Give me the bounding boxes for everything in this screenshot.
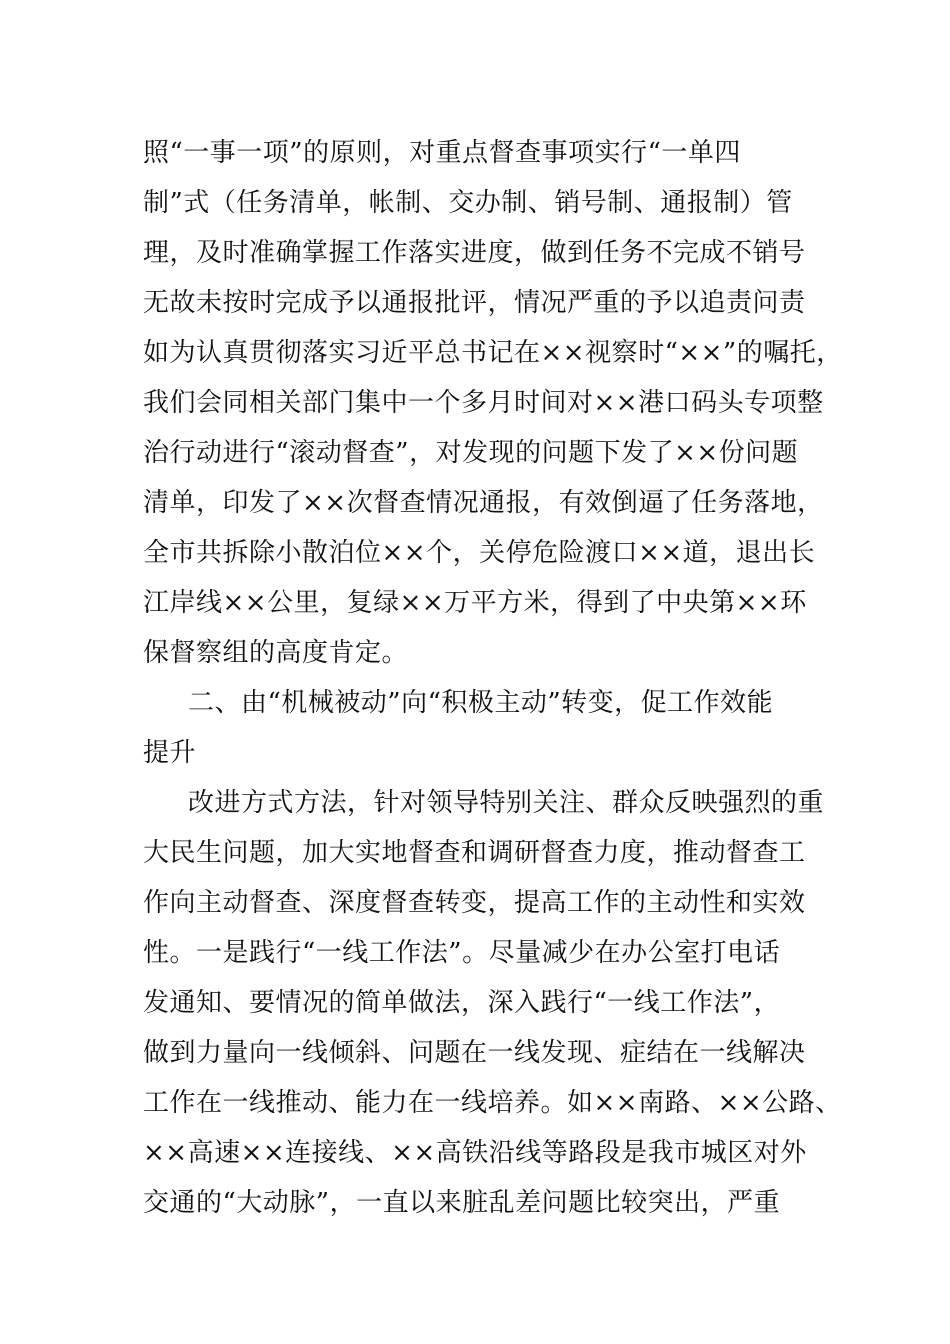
text-line: 全市共拆除小散泊位××个，关停危险渡口××道，退出长	[143, 538, 816, 568]
text-line: 性。一是践行“一线工作法”。尽量减少在办公室打电话	[143, 938, 781, 968]
text-line: 大民生问题，加大实地督查和调研督查力度，推动督查工	[143, 838, 806, 868]
text-line: 保督察组的高度肯定。	[143, 638, 409, 668]
text-line: 照“一事一项”的原则，对重点督查事项实行“一单四	[143, 138, 741, 168]
text-line: 作向主动督查、深度督查转变，提高工作的主动性和实效	[143, 888, 806, 918]
paragraph-start: 改进方式方法，针对领导特别关注、群众反映强烈的重	[188, 788, 825, 818]
text-line: 无故未按时完成予以通报批评，情况严重的予以追责问责	[143, 288, 806, 318]
text-line: 如为认真贯彻落实习近平总书记在××视察时“××”的嘱托，	[143, 338, 843, 368]
text-line: 治行动进行“滚动督查”，对发现的问题下发了××份问题	[143, 438, 799, 468]
text-line: 江岸线××公里，复绿××万平方米，得到了中央第××环	[143, 588, 807, 618]
text-line: 工作在一线推动、能力在一线培养。如××南路、××公路、	[143, 1088, 842, 1118]
text-line: 发通知、要情况的简单做法，深入践行“一线工作法”，	[143, 988, 781, 1018]
text-line: 做到力量向一线倾斜、问题在一线发现、症结在一线解决	[143, 1038, 806, 1068]
text-line: 我们会同相关部门集中一个多月时间对××港口码头专项整	[143, 388, 824, 418]
text-line: 交通的“大动脉”，一直以来脏乱差问题比较突出，严重	[143, 1188, 781, 1218]
section-heading-continued: 提升	[143, 738, 197, 768]
text-line: 清单，印发了××次督查情况通报，有效倒逼了任务落地，	[143, 488, 824, 518]
body-text	[143, 128, 843, 1228]
text-line: ××高速××连接线、××高铁沿线等路段是我市城区对外	[143, 1138, 807, 1168]
text-line: 制”式（任务清单，帐制、交办制、销号制、通报制）管	[143, 188, 793, 218]
section-heading: 二、由“机械被动”向“积极主动”转变，促工作效能	[188, 688, 774, 718]
text-line: 理，及时准确掌握工作落实进度，做到任务不完成不销号	[143, 238, 806, 268]
